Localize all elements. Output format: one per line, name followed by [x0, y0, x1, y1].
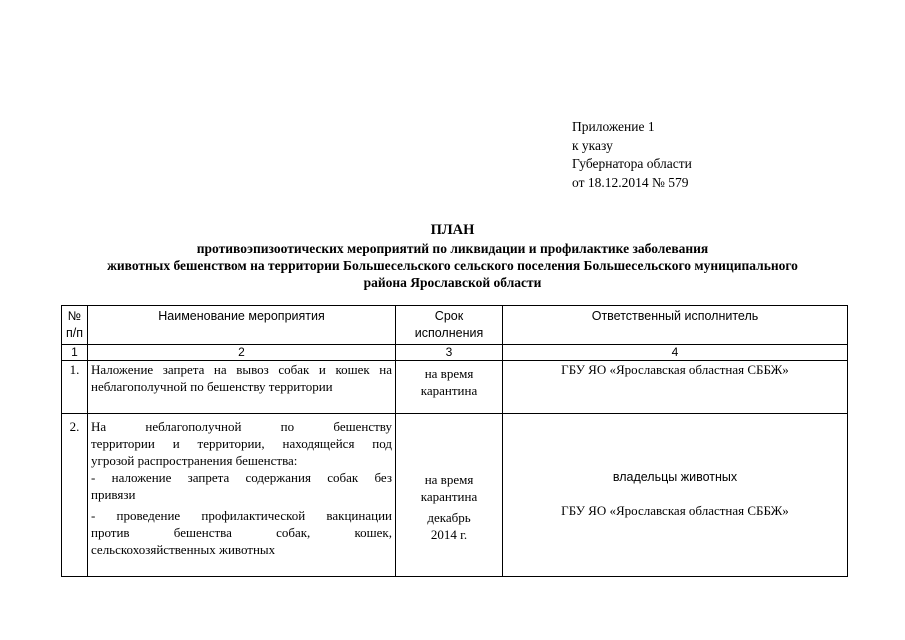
table-row [62, 414, 848, 577]
document-subtitle-line: противоэпизоотических мероприятий по ликвидации и профилактике заболевания [196, 241, 709, 256]
row-term-line: карантина [420, 489, 478, 504]
row-responsible-cell [503, 414, 848, 577]
table-row [62, 361, 848, 414]
row-name-cell [88, 414, 396, 577]
appendix-line: Приложение 1 [572, 119, 655, 134]
document-title: ПЛАН [430, 222, 475, 238]
header-name-cell: Наименование мероприятия [88, 306, 396, 345]
table-header-row [62, 306, 848, 345]
header-term-label: Срок [434, 309, 464, 323]
header-responsible-cell: Ответственный исполнитель [503, 306, 848, 345]
header-num-label: п/п [65, 326, 83, 340]
row-name-line: Наложение запрета на вывоз собак и кошек на [91, 362, 392, 377]
row-responsible-cell: ГБУ ЯО «Ярославская областная СББЖ» [503, 361, 848, 414]
appendix-block [572, 118, 692, 192]
row-name-line: На неблагополучной по бешенству [91, 419, 392, 434]
row-name-cell [88, 361, 396, 414]
measures-table [61, 305, 848, 577]
column-numbers-row [62, 345, 848, 361]
row-subitem-line: - проведение профилактической вакцинации [91, 508, 392, 523]
row-term-line: на время [424, 366, 474, 381]
row-name-line: неблагополучной по бешенству территории [91, 379, 333, 394]
document-subtitle-line: животных бешенством на территории Большесельского сельского поселения Большесельского муниципального [107, 258, 798, 273]
row-responsible-line: владельцы животных [612, 470, 738, 484]
row-term-line: декабрь [427, 510, 471, 525]
row-name-line: территории и территории, находящейся под [91, 436, 392, 451]
header-num-cell [62, 306, 88, 345]
column-number-cell: 4 [503, 345, 848, 361]
row-number-cell: 1. [62, 361, 88, 414]
column-number-cell: 1 [62, 345, 88, 361]
row-responsible-line: ГБУ ЯО «Ярославская областная СББЖ» [561, 503, 789, 518]
header-term-label: исполнения [414, 326, 484, 340]
appendix-line: к указу [572, 137, 613, 153]
header-term-cell [396, 306, 503, 345]
row-term-line: карантина [420, 383, 478, 398]
column-number-cell: 3 [396, 345, 503, 361]
row-subitem-line: против бешенства собак, кошек, [91, 525, 392, 540]
document-subtitle-line: района Ярославской области [363, 275, 542, 290]
row-term-line: 2014 г. [430, 527, 468, 542]
row-name-line: угрозой распространения бешенства: [91, 453, 298, 468]
row-subitem-line: - наложение запрета содержания собак без [91, 470, 392, 485]
header-num-label: № [67, 309, 82, 323]
row-term-cell [396, 414, 503, 577]
row-number-cell: 2. [62, 414, 88, 577]
row-term-cell [396, 361, 503, 414]
appendix-date-line: от 18.12.2014 № 579 [572, 174, 689, 190]
column-number-cell: 2 [88, 345, 396, 361]
row-subitem-line: привязи [91, 487, 136, 502]
appendix-line: Губернатора области [572, 156, 692, 171]
document-heading [40, 222, 865, 291]
row-term-line: на время [424, 472, 474, 487]
row-subitem-line: сельскохозяйственных животных [91, 542, 276, 557]
